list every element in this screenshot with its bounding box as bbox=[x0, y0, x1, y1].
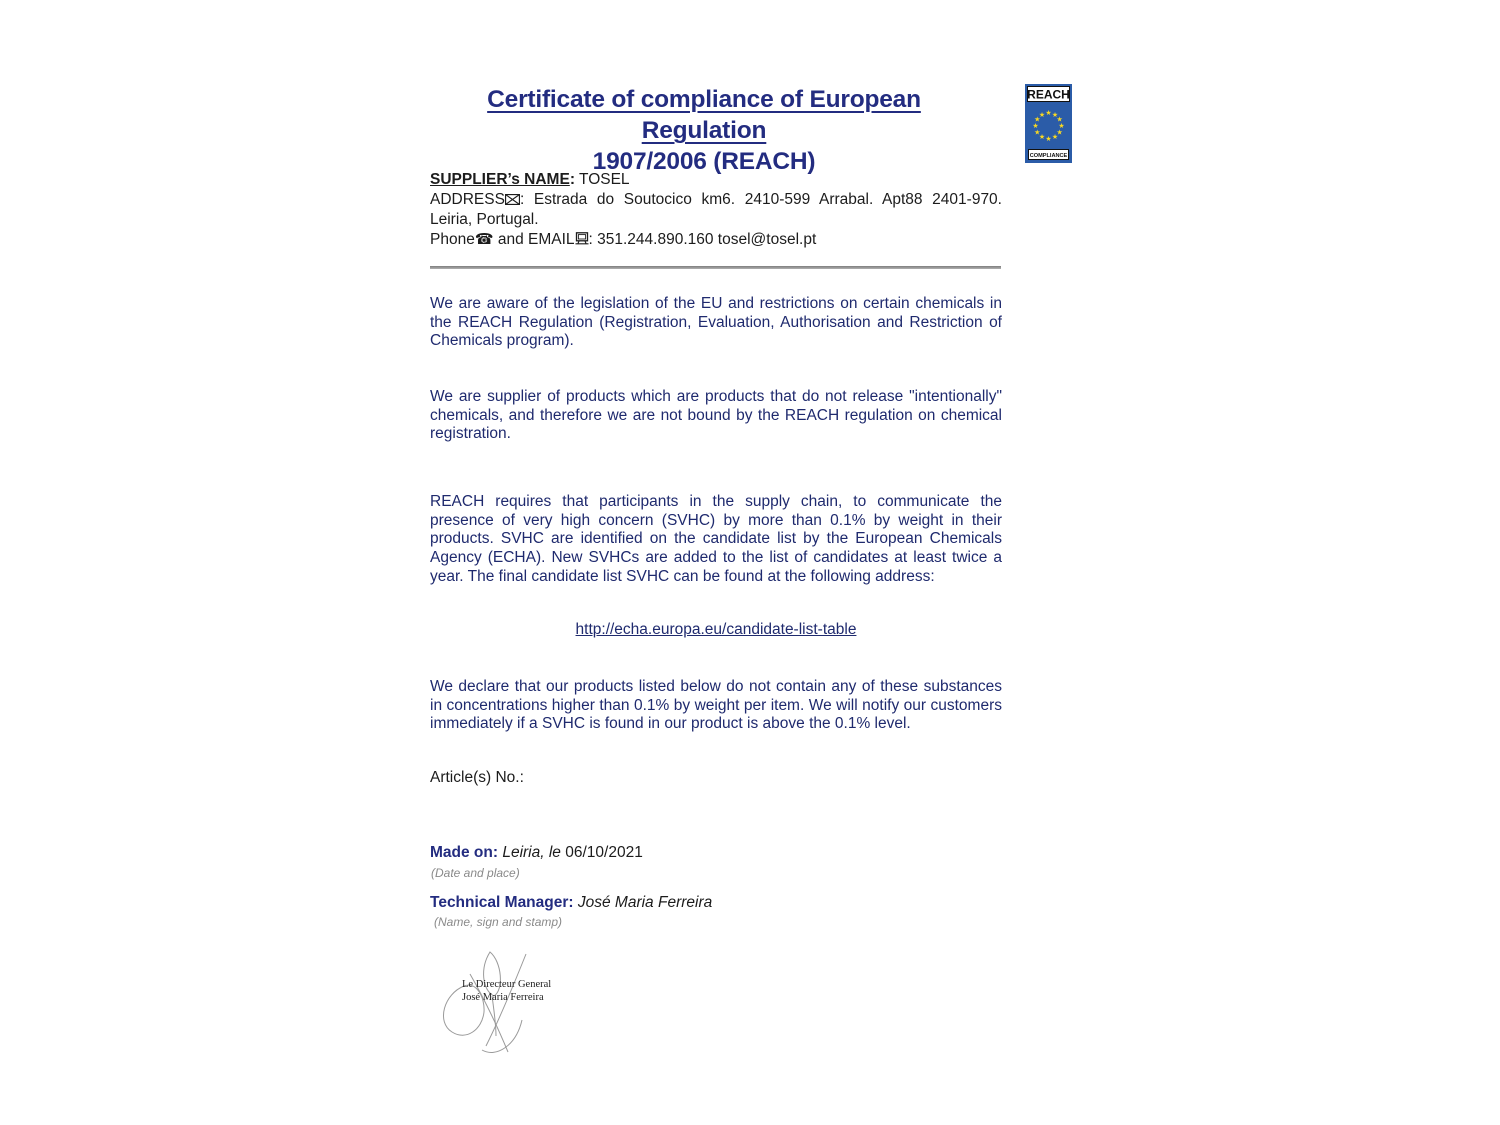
candidate-list-link[interactable]: http://echa.europa.eu/candidate-list-table bbox=[575, 621, 857, 638]
phone-icon: ☎ bbox=[474, 229, 494, 248]
svg-text:★: ★ bbox=[1058, 122, 1065, 130]
made-on-label: Made on: bbox=[430, 844, 499, 861]
stamp-text bbox=[462, 978, 551, 1004]
svg-text:★: ★ bbox=[1045, 109, 1052, 117]
signature-area bbox=[430, 948, 570, 1060]
reach-compliance-logo bbox=[1025, 84, 1072, 163]
reach-logo-graphic bbox=[1025, 84, 1072, 163]
technical-manager-line bbox=[430, 894, 1002, 912]
reach-logo-top-label: REACH bbox=[1027, 87, 1070, 102]
supplier-block bbox=[430, 170, 1002, 250]
svg-text:★: ★ bbox=[1045, 135, 1052, 143]
computer-icon bbox=[575, 231, 589, 251]
svg-text:★: ★ bbox=[1056, 115, 1063, 124]
page-title-line2: 1907/2006 (REACH) bbox=[592, 148, 816, 175]
supplier-name-label: SUPPLIER’s NAME bbox=[430, 171, 570, 188]
section-divider bbox=[430, 266, 1001, 269]
supplier-name-value: TOSEL bbox=[574, 171, 630, 188]
supplier-name-line bbox=[430, 170, 1002, 190]
paragraph-declaration: We declare that our products listed below do not contain any of these substances in concentrations higher than 0.1% by weight per item. We will notify our customers immediately if a SVHC is found in our product is above the 0.1% level. bbox=[430, 678, 1002, 733]
supplier-address-value: : Estrada do Soutocico km6. 2410-599 Arrabal. Apt88 2401-970. Leiria, Portugal. bbox=[430, 190, 1002, 228]
page-title-line1: Certificate of compliance of European Regulation bbox=[487, 86, 921, 144]
supplier-contact-value: : 351.244.890.160 tosel@tosel.pt bbox=[588, 230, 817, 248]
supplier-address-line bbox=[430, 190, 1002, 230]
date-place-note: (Date and place) bbox=[431, 866, 520, 880]
signature-scribble bbox=[430, 948, 570, 1060]
svg-text:★: ★ bbox=[1034, 115, 1041, 124]
svg-text:★: ★ bbox=[1038, 110, 1046, 119]
made-on-date: 06/10/2021 bbox=[565, 844, 643, 861]
svg-text:★: ★ bbox=[1051, 133, 1059, 142]
supplier-address-label: ADDRESS bbox=[430, 190, 505, 208]
svg-text:★: ★ bbox=[1051, 110, 1059, 119]
technical-manager-name: José Maria Ferreira bbox=[573, 894, 713, 911]
technical-manager-label: Technical Manager: bbox=[430, 894, 574, 911]
candidate-list-link-line bbox=[430, 621, 1002, 639]
supplier-name-colon: : bbox=[569, 171, 575, 188]
paragraph-awareness: We are aware of the legislation of the EU and restrictions on certain chemicals in the REACH Regulation (Registration, Evaluation, Authorisation and Restriction of Chemicals program). bbox=[430, 295, 1002, 350]
svg-text:★: ★ bbox=[1056, 128, 1063, 137]
paragraph-reach-requirements: REACH requires that participants in the supply chain, to communicate the presence of very high concern (SVHC) by more than 0.1% by weight in their products. SVHC are identified on the candidate list by the European Chemicals Agency (ECHA). New SVHCs are added to the list of candidates at least twice a year. The final candidate list SVHC can be found at the following address: bbox=[430, 493, 1002, 585]
made-on-place: Leiria, le bbox=[498, 844, 566, 861]
stamp-line1: Le Directeur General bbox=[462, 979, 552, 990]
svg-text:★: ★ bbox=[1032, 122, 1039, 130]
svg-text:★: ★ bbox=[1034, 128, 1041, 137]
stamp-line2: José Maria Ferreira bbox=[462, 992, 544, 1003]
sign-stamp-note: (Name, sign and stamp) bbox=[434, 915, 563, 929]
articles-number-label: Article(s) No.: bbox=[430, 769, 524, 786]
email-label: and EMAIL bbox=[493, 230, 575, 248]
page-title bbox=[428, 84, 980, 177]
supplier-contact-line bbox=[430, 230, 1002, 251]
phone-label: Phone bbox=[430, 230, 475, 248]
envelope-icon bbox=[505, 191, 520, 211]
reach-logo-bottom-label: COMPLIANCE bbox=[1029, 153, 1068, 159]
made-on-line bbox=[430, 844, 1002, 862]
paragraph-supplier-statement: We are supplier of products which are products that do not release "intentionally" chemicals, and therefore we are not bound by the REACH regulation on chemical registration. bbox=[430, 388, 1002, 443]
svg-text:★: ★ bbox=[1038, 133, 1046, 142]
